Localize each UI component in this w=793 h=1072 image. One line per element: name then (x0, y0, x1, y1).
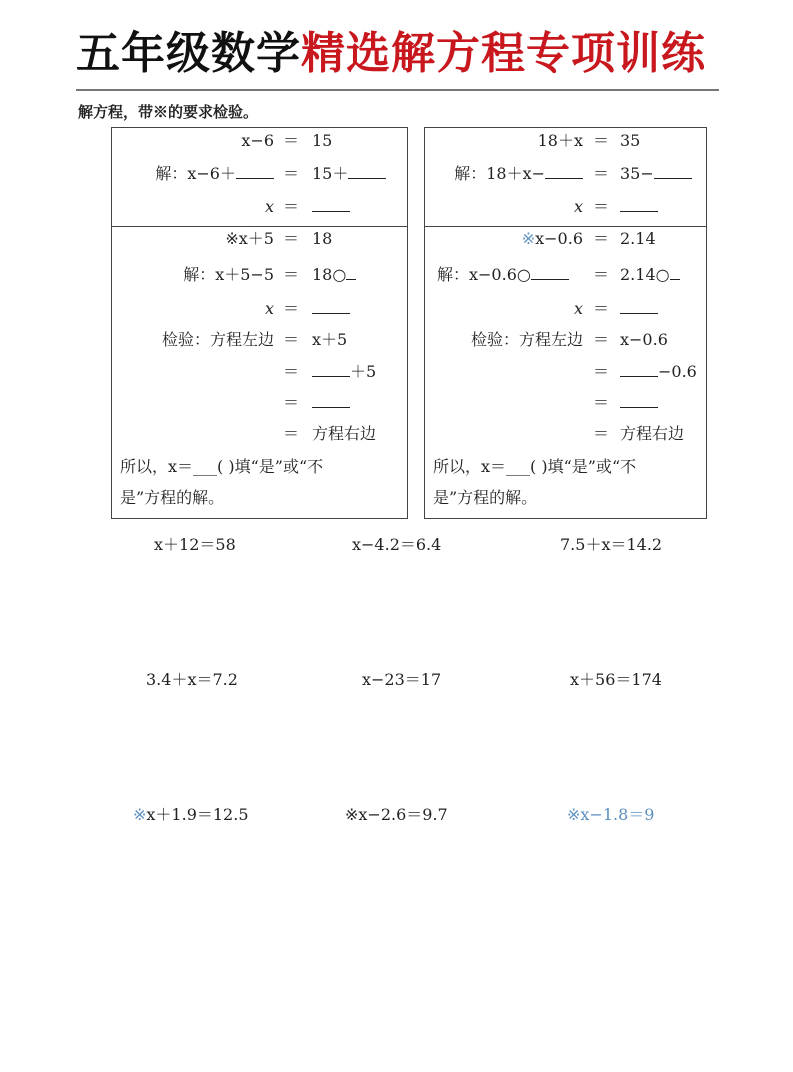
rb-row3-right (620, 299, 658, 319)
lb-conclusion-line1: 所以，x＝___( )填“是”或“不 (120, 457, 324, 476)
rt-row2-blank[interactable] (545, 164, 583, 179)
lb-row2-eq: ＝ (283, 265, 300, 284)
rt-row1-left: 18＋x (537, 131, 583, 150)
lb-conclusion-line2: 是”方程的解。 (120, 488, 225, 507)
rb-row5-eq: ＝ (593, 362, 610, 381)
exercise-1: x＋12＝58 (154, 535, 236, 554)
exercise-7: ※x＋1.9＝12.5 (133, 805, 249, 824)
lt-row3-left: x (264, 197, 274, 216)
lb-row5-eq: ＝ (283, 362, 300, 381)
lt-row2-left: 解：x−6＋ (112, 164, 274, 184)
exercise-2: x−4.2＝6.4 (352, 535, 442, 554)
lb-row6-blank[interactable] (312, 393, 350, 408)
lt-row3-eq: ＝ (283, 197, 300, 216)
title-divider (76, 89, 719, 91)
rb-row1-right: 2.14 (620, 229, 656, 248)
lb-row4-right: x＋5 (312, 330, 348, 349)
lt-row2-right: 15＋ (312, 164, 386, 184)
rb-row6-eq: ＝ (593, 393, 610, 412)
lb-row3-right (312, 299, 350, 319)
lb-row6-eq: ＝ (283, 393, 300, 412)
rb-row5-blank[interactable] (620, 362, 658, 377)
rb-row4-left: 检验：方程左边 (470, 330, 583, 349)
exercise-8: ※x−2.6＝9.7 (345, 805, 448, 824)
lb-row5-blank[interactable] (312, 362, 350, 377)
lb-row4-eq: ＝ (283, 330, 300, 349)
rb-row2-right: 2.14○ (620, 265, 680, 285)
lt-row3-blank[interactable] (312, 197, 350, 212)
lb-row2-left: 解：x＋5−5 (183, 265, 274, 284)
rt-row3-right (620, 197, 658, 217)
rb-conclusion-line1: 所以，x＝___( )填“是”或“不 (433, 457, 637, 476)
rb-row1-eq: ＝ (593, 229, 610, 248)
rb-row2-blank[interactable] (531, 265, 569, 280)
rt-row3-blank[interactable] (620, 197, 658, 212)
rt-row1-eq: ＝ (593, 131, 610, 150)
check-mark-icon: ※ (521, 229, 536, 248)
lb-row6-right (312, 393, 350, 413)
rt-row3-left: x (573, 197, 583, 216)
rt-row2-right: 35− (620, 164, 692, 184)
lb-row4-left: 检验：方程左边 (161, 330, 274, 349)
exercise-4: 3.4＋x＝7.2 (146, 670, 238, 689)
check-mark-icon: ※ (567, 805, 581, 824)
rb-row7-eq: ＝ (593, 424, 610, 443)
lb-row3-blank[interactable] (312, 299, 350, 314)
lb-row3-left: x (264, 299, 274, 318)
exercise-3: 7.5＋x＝14.2 (560, 535, 663, 554)
rb-row7-right: 方程右边 (620, 424, 685, 443)
rb-row2-eq: ＝ (593, 265, 610, 284)
lb-row1-left: ※x＋5 (225, 229, 274, 248)
rb-row1-left: ※x−0.6 (521, 229, 583, 248)
rb-row4-right: x−0.6 (620, 330, 668, 349)
rb-conclusion-line2: 是”方程的解。 (433, 488, 538, 507)
rb-row2-right-blank[interactable] (670, 265, 680, 280)
lt-row1-left: x−6 (241, 131, 274, 150)
exercise-6: x＋56＝174 (570, 670, 662, 689)
lb-row1-right: 18 (312, 229, 333, 248)
lb-row2-blank[interactable] (346, 265, 356, 280)
check-mark-icon: ※ (133, 805, 147, 824)
rb-row3-left: x (573, 299, 583, 318)
lb-row2-right: 18○ (312, 265, 356, 285)
rb-row6-blank[interactable] (620, 393, 658, 408)
rt-row2-left: 解：18＋x− (425, 164, 583, 184)
rt-row2-right-blank[interactable] (654, 164, 692, 179)
rb-row4-eq: ＝ (593, 330, 610, 349)
exercise-5: x−23＝17 (362, 670, 442, 689)
rb-row6-right (620, 393, 658, 413)
rb-row5-right: −0.6 (620, 362, 697, 382)
rt-row1-right: 35 (620, 131, 641, 150)
lt-row1-right: 15 (312, 131, 333, 150)
lb-row5-right: ＋5 (312, 362, 376, 382)
rt-row3-eq: ＝ (593, 197, 610, 216)
rt-row2-eq: ＝ (593, 164, 610, 183)
lb-row7-right: 方程右边 (312, 424, 377, 443)
lt-row2-blank[interactable] (236, 164, 274, 179)
lt-row1-eq: ＝ (283, 131, 300, 150)
rb-row2-left: 解：x−0.6○ (437, 265, 569, 285)
lb-row7-eq: ＝ (283, 424, 300, 443)
lt-row3-right (312, 197, 350, 217)
lt-row2-right-blank[interactable] (348, 164, 386, 179)
exercise-9: ※x−1.8＝9 (567, 805, 655, 824)
rb-row3-eq: ＝ (593, 299, 610, 318)
lt-row2-eq: ＝ (283, 164, 300, 183)
lb-row3-eq: ＝ (283, 299, 300, 318)
lb-row1-eq: ＝ (283, 229, 300, 248)
rb-row3-blank[interactable] (620, 299, 658, 314)
instruction-text: 解方程，带※的要求检验。 (78, 103, 259, 121)
page-title: 五年级数学精选解方程专项训练 (76, 28, 706, 79)
